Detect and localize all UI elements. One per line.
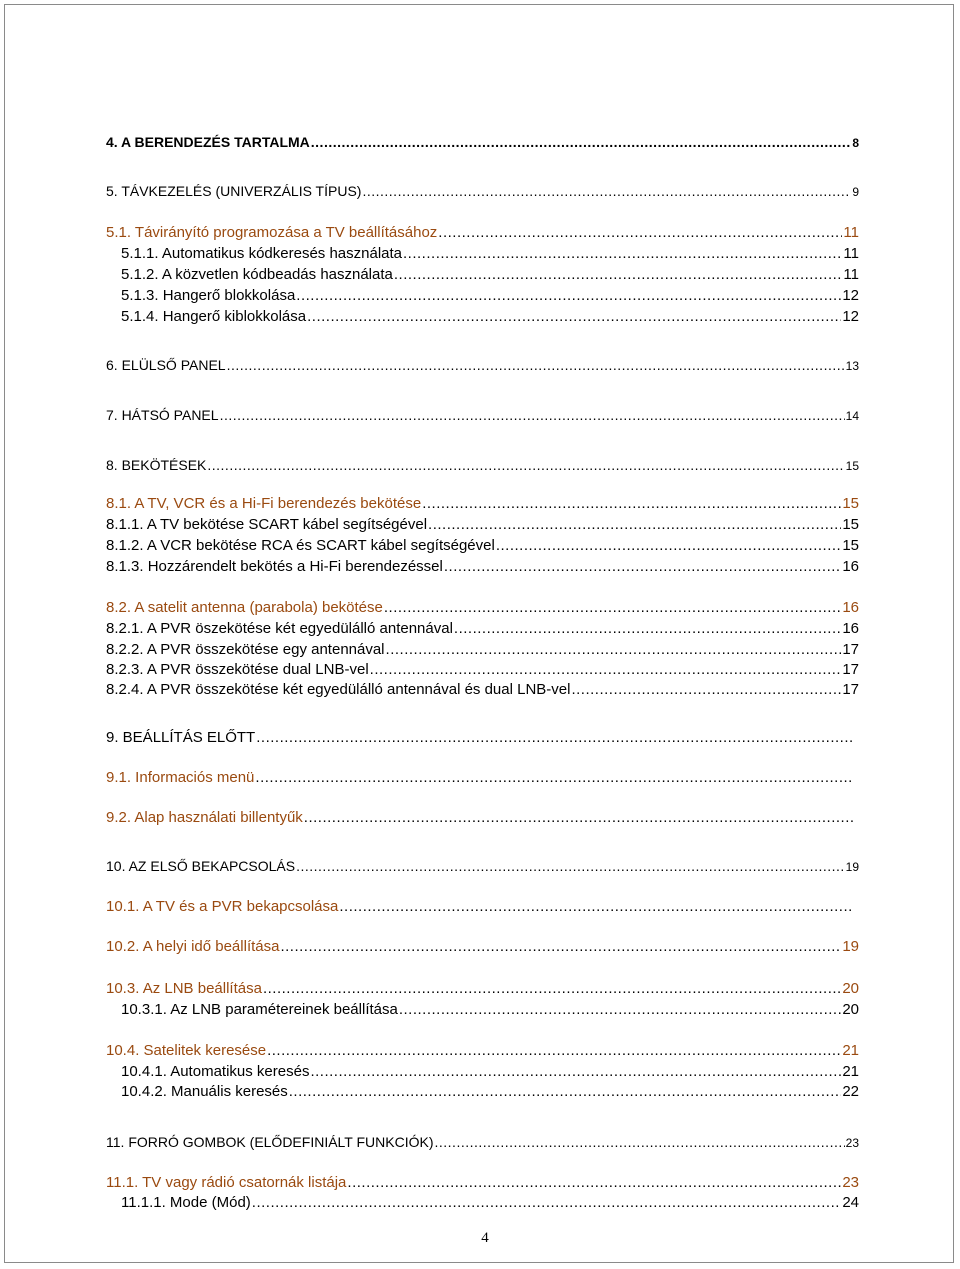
toc-entry[interactable] (106, 224, 859, 242)
toc-entry[interactable] (121, 1194, 859, 1212)
toc-entry-label: 8.2.1. A PVR öszekötése két egyedülálló antennával (106, 620, 453, 637)
toc-entry-label: 8.2. A satelit antenna (parabola) bekötése (106, 599, 383, 616)
toc-entry-label: 5.1. Távirányító programozása a TV beállításához (106, 224, 438, 241)
toc-entry[interactable] (106, 980, 859, 998)
toc-entry[interactable] (106, 681, 859, 699)
toc-entry-label: 9.1. Informaciós menü (106, 769, 255, 786)
toc-entry[interactable] (106, 356, 859, 375)
toc-entry-page: 8 (852, 136, 859, 150)
toc-entry-page: 15 (842, 495, 859, 512)
toc-entry[interactable] (106, 495, 859, 513)
toc-entry[interactable] (121, 266, 859, 284)
toc-entry-page: 14 (845, 409, 859, 423)
toc-entry-label: 11.1. TV vagy rádió csatornák listája (106, 1174, 347, 1191)
toc-entry-label: 5.1.1. Automatikus kódkeresés használata (121, 245, 403, 262)
toc-entry[interactable] (106, 599, 859, 617)
toc-entry-label: 8.2.2. A PVR összekötése egy antennával (106, 641, 385, 658)
leader-dots (255, 769, 853, 787)
page-number: 4 (481, 1230, 489, 1246)
leader-dots (386, 641, 842, 659)
leader-dots (438, 224, 842, 242)
toc-entry-label: 10.4.2. Manuális keresés (121, 1083, 288, 1100)
toc-entry-page: 22 (842, 1083, 859, 1100)
leader-dots (339, 898, 853, 916)
toc-entry[interactable] (106, 133, 859, 152)
toc-entry-page: 15 (842, 516, 859, 533)
toc-entry-label: 10.3.1. Az LNB paramétereinek beállítása (121, 1001, 398, 1018)
leader-dots (399, 1001, 841, 1019)
toc-entry[interactable] (106, 857, 859, 876)
leader-dots (263, 980, 841, 998)
toc-entry-page: 16 (842, 558, 859, 575)
toc-entry-label: 8.1.2. A VCR bekötése RCA és SCART kábel segítségével (106, 537, 495, 554)
leader-dots (384, 599, 841, 617)
toc-entry-page: 21 (842, 1063, 859, 1080)
leader-dots (207, 456, 844, 474)
toc-entry-page: 17 (842, 641, 859, 658)
leader-dots (370, 661, 842, 679)
toc-entry[interactable] (106, 1174, 859, 1192)
toc-entry[interactable] (106, 182, 859, 201)
toc-entry[interactable] (106, 661, 859, 679)
toc-entry-label: 8.1. A TV, VCR és a Hi-Fi berendezés bekötése (106, 495, 422, 512)
leader-dots (220, 406, 845, 424)
leader-dots (289, 1083, 842, 1101)
toc-entry[interactable] (106, 537, 859, 555)
toc-entry-label: 5. TÁVKEZELÉS (UNIVERZÁLIS TÍPUS) (106, 183, 362, 199)
toc-entry-label: 5.1.3. Hangerő blokkolása (121, 287, 296, 304)
toc-entry[interactable] (106, 729, 854, 747)
toc-entry[interactable] (106, 938, 859, 956)
toc-entry-label: 8.2.4. A PVR összekötése két egyedülálló antennával és dual LNB-vel (106, 681, 571, 698)
toc-entry-label: 10. AZ ELSŐ BEKAPCSOLÁS (106, 858, 296, 874)
toc-entry-page: 19 (842, 938, 859, 955)
leader-dots (347, 1174, 841, 1192)
toc-entry-page: 19 (845, 860, 859, 874)
leader-dots (304, 809, 853, 827)
toc-entry[interactable] (106, 406, 859, 425)
toc-entry[interactable] (121, 1063, 859, 1081)
leader-dots (256, 729, 853, 747)
toc-entry-page: 16 (842, 620, 859, 637)
toc-entry-page: 16 (842, 599, 859, 616)
toc-entry-page: 12 (842, 287, 859, 304)
toc-entry-page: 11 (843, 266, 859, 283)
toc-entry[interactable] (106, 898, 854, 916)
toc-entry-label: 8.1.1. A TV bekötése SCART kábel segítségével (106, 516, 428, 533)
toc-entry[interactable] (121, 245, 859, 263)
toc-entry-page: 13 (845, 359, 859, 373)
toc-entry[interactable] (106, 809, 854, 827)
toc-entry-label: 8.2.3. A PVR összekötése dual LNB-vel (106, 661, 369, 678)
toc-entry[interactable] (106, 558, 859, 576)
toc-entry-page: 15 (842, 537, 859, 554)
toc-entry-page: 21 (842, 1042, 859, 1059)
toc-entry-label: 10.4. Satelitek keresése (106, 1042, 267, 1059)
document-page (4, 4, 954, 1263)
toc-entry[interactable] (106, 769, 854, 787)
leader-dots (428, 516, 841, 534)
toc-entry-label: 9.2. Alap használati billentyűk (106, 809, 303, 826)
toc-entry-label: 10.3. Az LNB beállítása (106, 980, 262, 997)
leader-dots (403, 245, 842, 263)
toc-entry[interactable] (106, 1133, 859, 1152)
toc-entry[interactable] (106, 456, 859, 475)
leader-dots (252, 1194, 842, 1212)
toc-entry-label: 10.1. A TV és a PVR bekapcsolása (106, 898, 339, 915)
toc-entry-label: 7. HÁTSÓ PANEL (106, 407, 219, 423)
toc-entry-page: 23 (842, 1174, 859, 1191)
toc-entry-label: 8.1.3. Hozzárendelt bekötés a Hi-Fi berendezéssel (106, 558, 443, 575)
toc-entry-page: 17 (842, 681, 859, 698)
toc-entry-label: 8. BEKÖTÉSEK (106, 457, 207, 473)
leader-dots (280, 938, 841, 956)
leader-dots (454, 620, 841, 638)
toc-entry-page: 12 (842, 308, 859, 325)
leader-dots (311, 133, 852, 151)
toc-entry[interactable] (121, 287, 859, 305)
toc-entry[interactable] (121, 1001, 859, 1019)
toc-entry-page: 9 (852, 185, 859, 199)
toc-entry[interactable] (106, 1042, 859, 1060)
toc-entry-label: 11.1.1. Mode (Mód) (121, 1194, 251, 1211)
leader-dots (496, 537, 841, 555)
leader-dots (267, 1042, 841, 1060)
toc-entry-label: 9. BEÁLLÍTÁS ELŐTT (106, 729, 256, 746)
leader-dots (296, 857, 845, 875)
toc-entry[interactable] (121, 308, 859, 326)
toc-entry-label: 10.4.1. Automatikus keresés (121, 1063, 310, 1080)
leader-dots (571, 681, 841, 699)
toc-entry[interactable] (106, 516, 859, 534)
leader-dots (227, 356, 845, 374)
toc-entry-label: 5.1.2. A közvetlen kódbeadás használata (121, 266, 393, 283)
leader-dots (310, 1063, 841, 1081)
toc-entry-label: 4. A BERENDEZÉS TARTALMA (106, 134, 310, 150)
toc-entry-page: 15 (845, 459, 859, 473)
leader-dots (296, 287, 841, 305)
toc-entry-page: 20 (842, 1001, 859, 1018)
toc-entry-label: 11. FORRÓ GOMBOK (ELŐDEFINIÁLT FUNKCIÓK) (106, 1134, 434, 1150)
leader-dots (362, 182, 851, 200)
toc-entry-page: 24 (842, 1194, 859, 1211)
toc-entry[interactable] (106, 620, 859, 638)
toc-entry-page: 23 (845, 1136, 859, 1150)
toc-entry-page: 11 (843, 245, 859, 262)
toc-entry-page: 17 (842, 661, 859, 678)
leader-dots (435, 1133, 845, 1151)
leader-dots (394, 266, 843, 284)
toc-entry-label: 10.2. A helyi idő beállítása (106, 938, 280, 955)
leader-dots (422, 495, 841, 513)
toc-entry-label: 5.1.4. Hangerő kiblokkolása (121, 308, 307, 325)
toc-entry-label: 6. ELÜLSŐ PANEL (106, 357, 226, 373)
toc-entry[interactable] (106, 641, 859, 659)
leader-dots (307, 308, 841, 326)
toc-entry[interactable] (121, 1083, 859, 1101)
toc-entry-page: 11 (843, 224, 859, 241)
toc-entry-page: 20 (842, 980, 859, 997)
leader-dots (444, 558, 841, 576)
